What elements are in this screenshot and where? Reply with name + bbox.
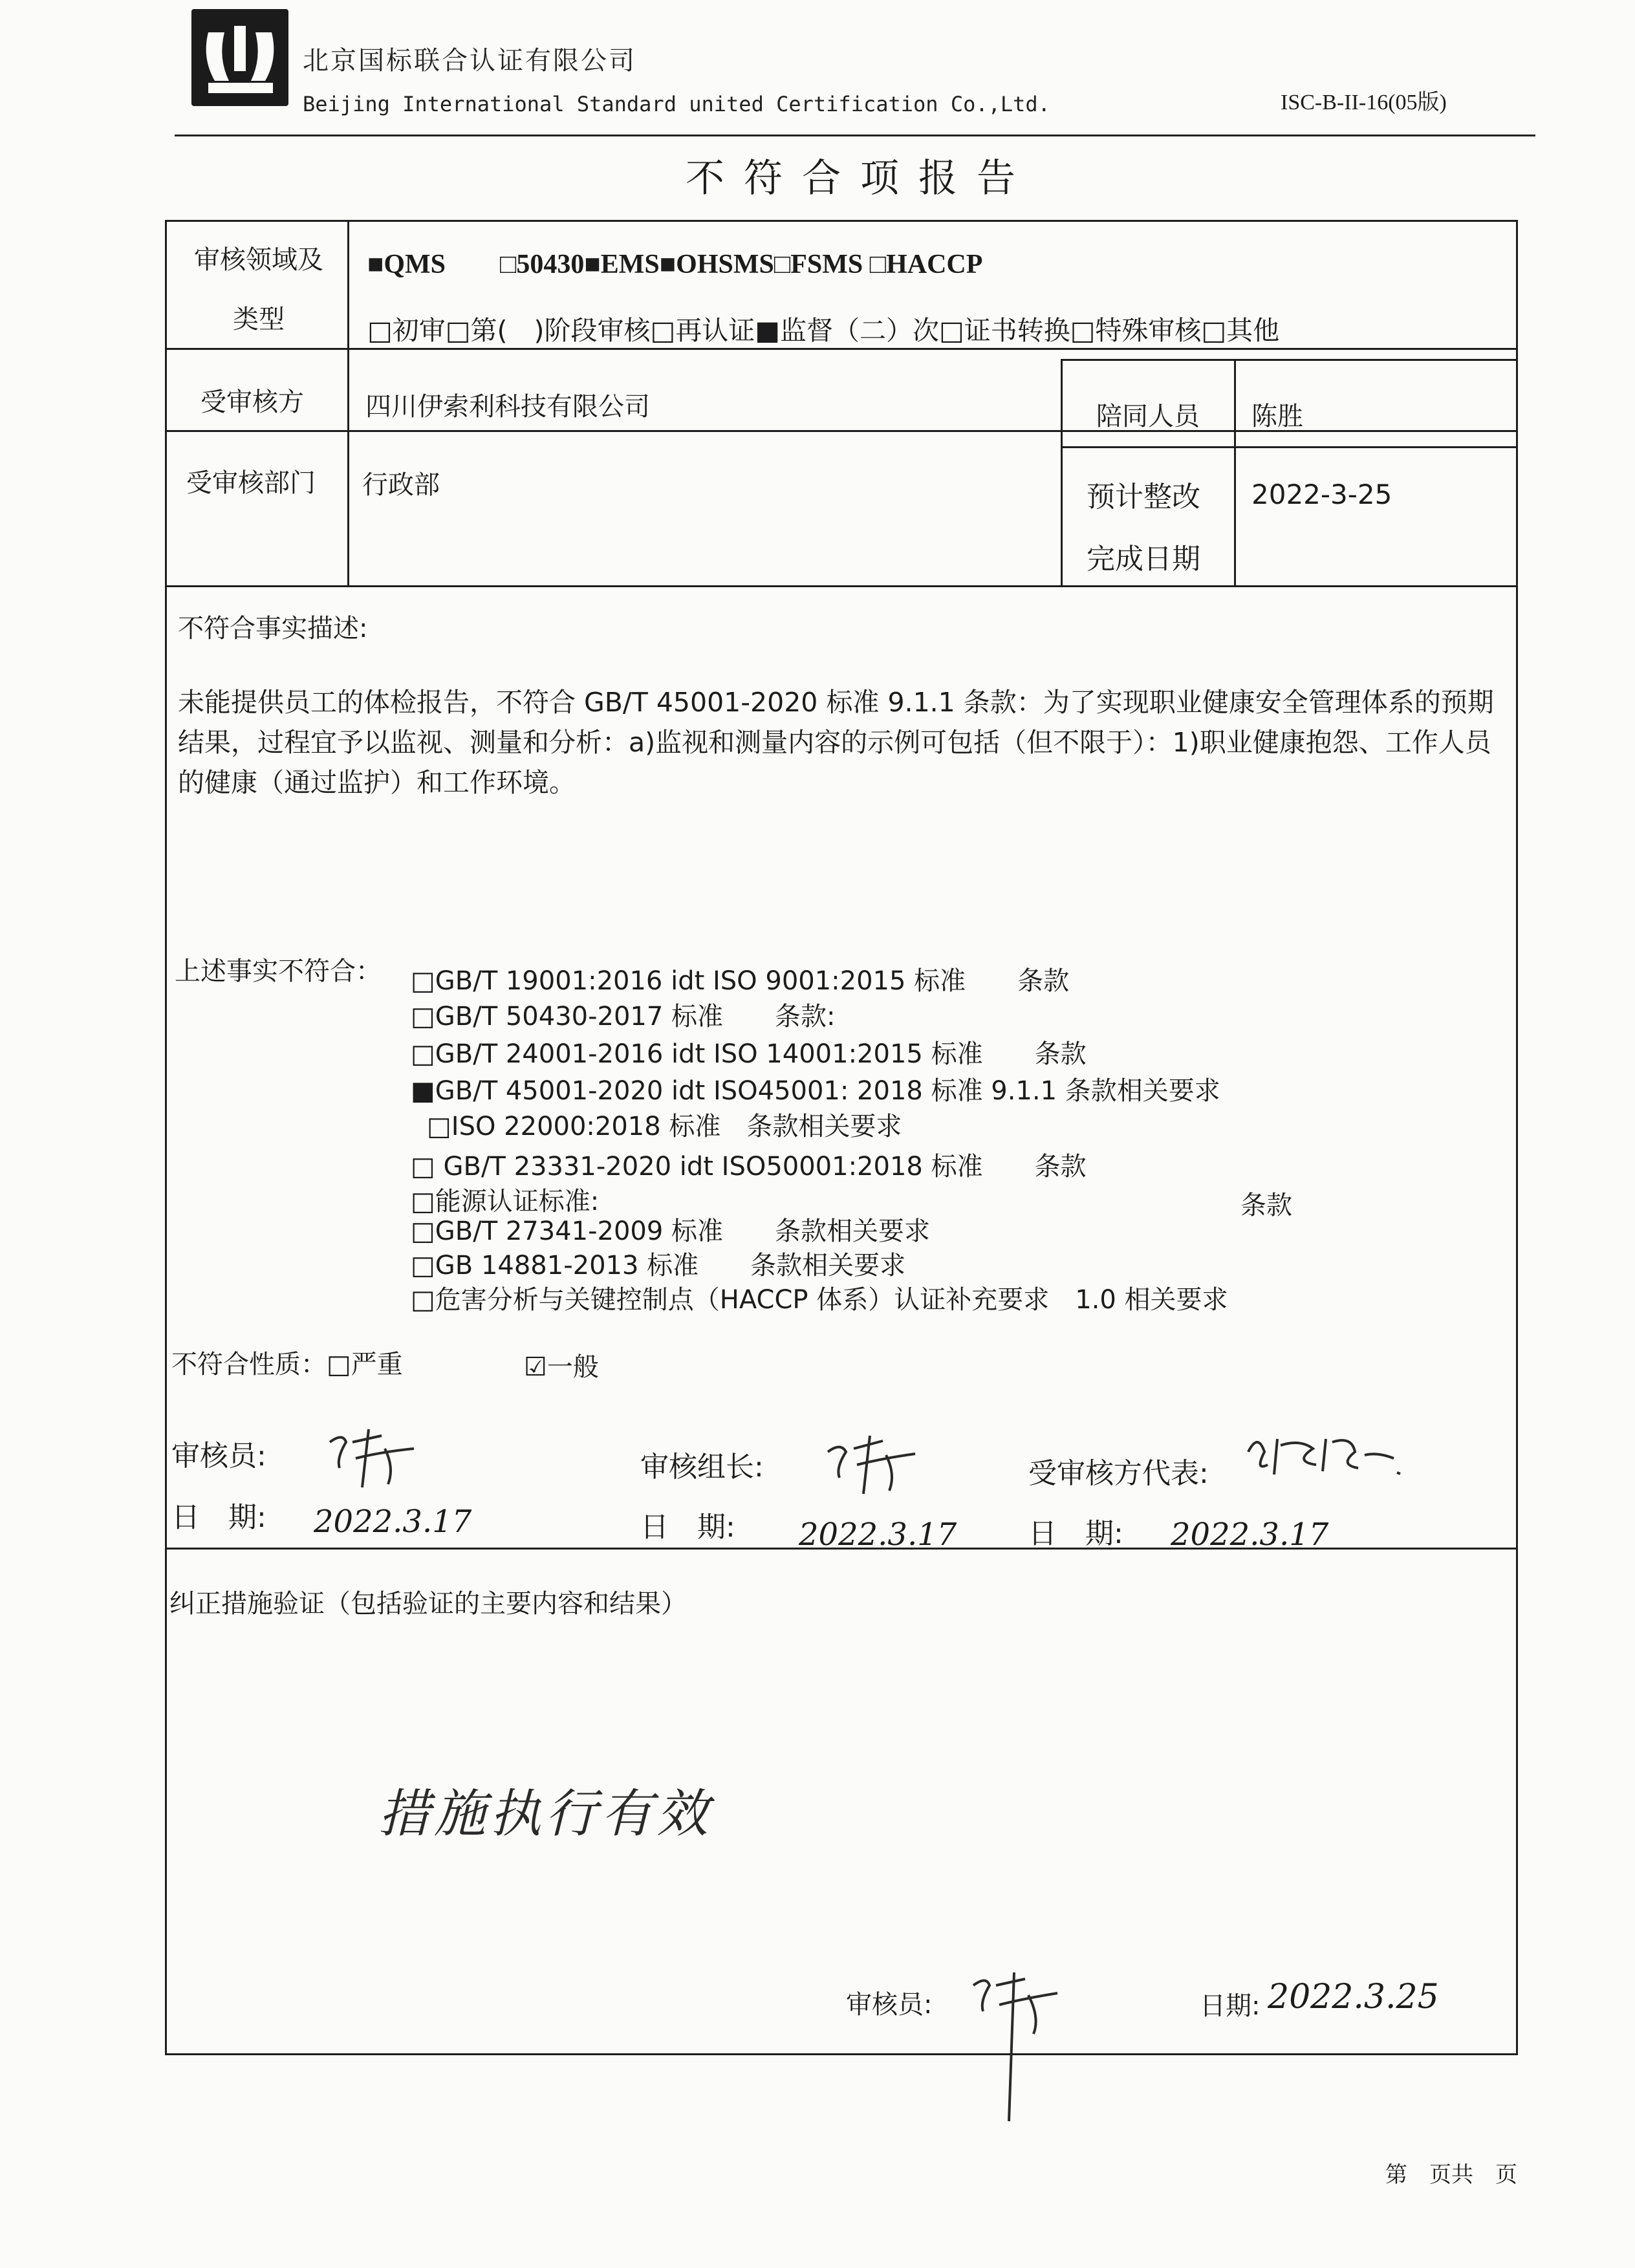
rep-signature xyxy=(1242,1426,1410,1487)
standard-item: □ISO 22000:2018 标准 条款相关要求 xyxy=(427,1112,902,1141)
due-date-value: 2022-3-25 xyxy=(1251,479,1392,510)
date-label-auditor: 日 期: xyxy=(171,1501,266,1534)
standard-item-clause: 条款 xyxy=(1240,1191,1292,1220)
auditee-value: 四川伊索利科技有限公司 xyxy=(365,392,650,422)
header-divider xyxy=(175,135,1535,136)
auditee-rep-label: 受审核方代表: xyxy=(1028,1457,1209,1490)
description-label: 不符合事实描述: xyxy=(178,614,368,643)
auditor-signature xyxy=(323,1423,427,1496)
rep-date: 2022.3.17 xyxy=(1171,1517,1329,1553)
date-label-leader: 日 期: xyxy=(640,1511,735,1544)
accompany-value: 陈胜 xyxy=(1251,402,1303,431)
audit-scope-label-2: 类型 xyxy=(233,305,285,334)
verification-auditor-label: 审核员: xyxy=(846,1990,933,2020)
standard-item: □GB/T 24001-2016 idt ISO 14001:2015 标准 条款 xyxy=(411,1039,1087,1069)
verification-date-label: 日期: xyxy=(1200,1991,1261,2021)
standard-item: ■GB/T 45001-2020 idt ISO45001: 2018 标准 9.1.1 条款相关要求 xyxy=(411,1076,1220,1106)
verification-label: 纠正措施验证（包括验证的主要内容和结果） xyxy=(169,1589,687,1619)
standard-item: □能源认证标准: xyxy=(411,1187,600,1216)
page-number: 第 页共 页 xyxy=(1385,2162,1517,2188)
standards-label: 上述事实不符合： xyxy=(175,956,382,986)
audit-scope-label: 审核领域及 xyxy=(194,245,323,275)
company-logo xyxy=(189,6,292,110)
standard-item: □GB/T 27341-2009 标准 条款相关要求 xyxy=(411,1216,931,1246)
verification-date: 2022.3.25 xyxy=(1268,1978,1439,2016)
due-date-label: 预计整改 xyxy=(1087,481,1200,513)
standard-item: □ GB/T 23331-2020 idt ISO50001:2018 标准 条款 xyxy=(411,1152,1087,1182)
verification-handwritten: 措施执行有效 xyxy=(378,1784,712,1844)
auditor-date: 2022.3.17 xyxy=(314,1504,472,1540)
auditor-label: 审核员: xyxy=(171,1440,266,1473)
description-text: 未能提供员工的体检报告，不符合 GB/T 45001-2020 标准 9.1.1 条款：为了实现职业健康安全管理体系的预期结果，过程宜予以监视、测量和分析：a)监视和测量内容的示例可包括（但不限于）：1)职业健康抱怨、工作人员的健康（通过监护）和工作环境。 xyxy=(178,687,1494,798)
company-name-en: Beijing International Standard united Certification Co.,Ltd. xyxy=(303,92,1050,116)
systems-checkboxes: ■QMS □50430■EMS■OHSMS□FSMS □HACCP xyxy=(367,250,983,279)
due-date-label-2: 完成日期 xyxy=(1087,543,1200,576)
nature-label: 不符合性质：□严重 xyxy=(171,1350,403,1379)
standard-item: □GB 14881-2013 标准 条款相关要求 xyxy=(411,1251,906,1280)
leader-date: 2022.3.17 xyxy=(799,1517,957,1553)
auditee-label: 受审核方 xyxy=(200,387,304,417)
verification-auditor-signature xyxy=(964,1966,1074,2130)
date-label-rep: 日 期: xyxy=(1028,1517,1123,1550)
department-value: 行政部 xyxy=(362,470,440,500)
audit-type-checkboxes: □初审□第( )阶段审核□再认证■监督（二）次□证书转换□特殊审核□其他 xyxy=(367,315,1280,346)
standard-item: □危害分析与关键控制点（HACCP 体系）认证补充要求 1.0 相关要求 xyxy=(411,1285,1228,1315)
accompany-label: 陪同人员 xyxy=(1096,402,1200,431)
standard-item: □GB/T 19001:2016 idt ISO 9001:2015 标准 条款 xyxy=(411,966,1070,996)
team-leader-label: 审核组长: xyxy=(640,1451,764,1484)
standard-item: □GB/T 50430-2017 标准 条款: xyxy=(411,1002,836,1031)
company-name-cn: 北京国标联合认证有限公司 xyxy=(303,46,636,76)
document-code: ISC-B-II-16(05版) xyxy=(1281,91,1447,114)
department-label: 受审核部门 xyxy=(186,468,316,498)
page-title: 不符合项报告 xyxy=(686,156,1035,201)
leader-signature xyxy=(821,1429,931,1503)
nature-general: ☑一般 xyxy=(524,1352,599,1382)
